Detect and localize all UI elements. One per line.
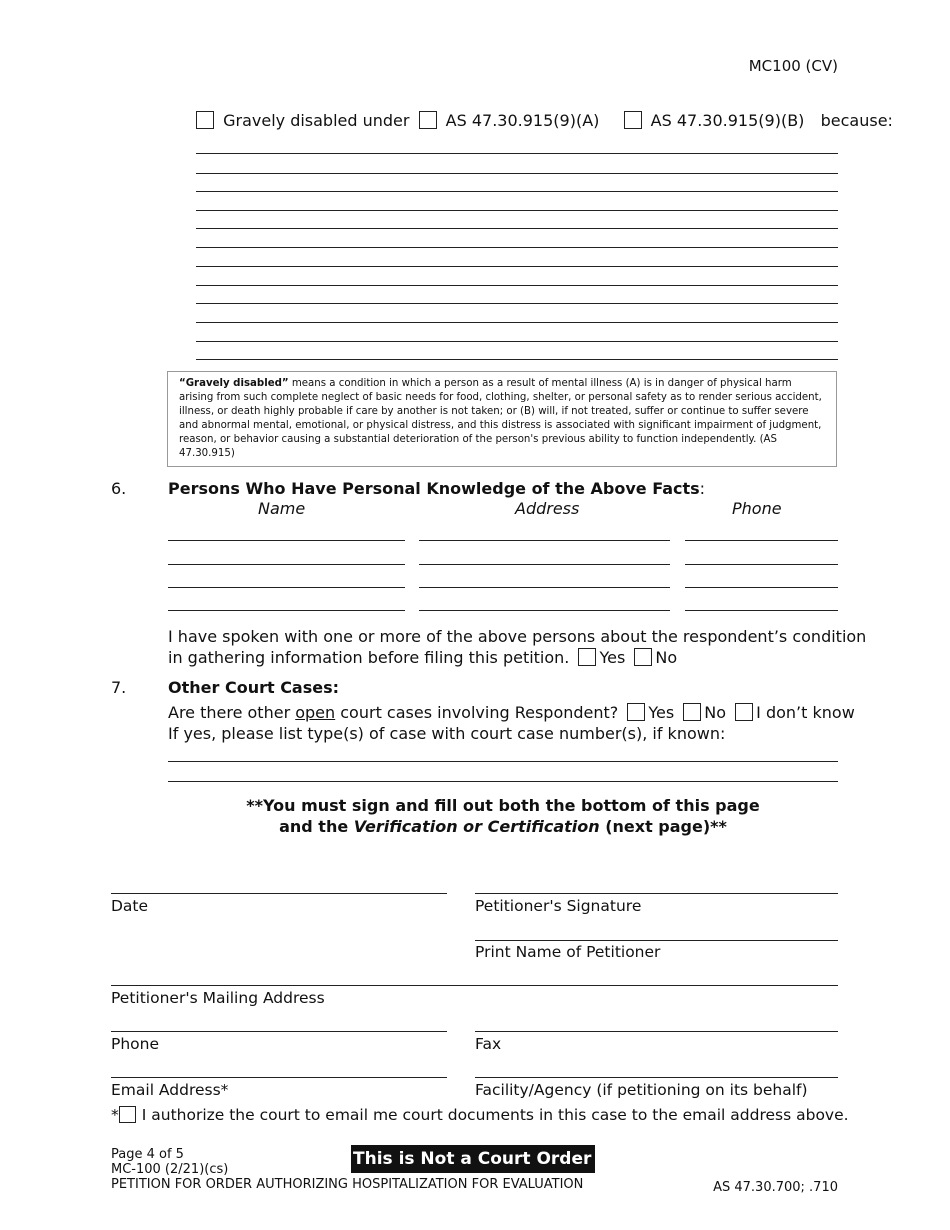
name-line[interactable] [168,540,405,541]
definition-box [167,371,837,467]
write-line[interactable] [196,173,838,174]
sign-notice [168,795,838,837]
because-label: because: [820,111,893,130]
address-line[interactable] [419,540,670,541]
email-field-line[interactable] [111,1077,447,1078]
spoken-no-label: No [655,648,678,667]
cases-write-line[interactable] [168,781,838,782]
fax-label: Fax [475,1035,502,1053]
section-6-number: 6. [111,479,127,498]
q-post: court cases involving Respondent? [335,703,619,722]
name-line[interactable] [168,610,405,611]
write-line[interactable] [196,322,838,323]
phone-line[interactable] [685,564,838,565]
mailing-address-line[interactable] [111,985,838,986]
section-7-number: 7. [111,678,127,697]
spoken-line-1: I have spoken with one or more of the above persons about the respondent’s condition [168,627,867,646]
column-name-header: Name [258,499,306,518]
other-cases-line-1 [168,702,855,723]
write-line[interactable] [196,285,838,286]
write-line[interactable] [196,153,838,154]
mailing-address-label: Petitioner's Mailing Address [111,989,325,1007]
address-line[interactable] [419,587,670,588]
form-revision: MC-100 (2/21)(cs) [111,1162,229,1177]
date-line[interactable] [111,893,447,894]
form-title: PETITION FOR ORDER AUTHORIZING HOSPITALIZATION FOR EVALUATION [111,1177,584,1192]
cases-yes-checkbox[interactable] [627,703,645,721]
authorize-email-checkbox[interactable] [119,1106,136,1123]
write-line[interactable] [196,247,838,248]
list-prompt: If yes, please list type(s) of case with court case number(s), if known: [168,724,726,743]
email-authorization [111,1106,849,1124]
facility-label: Facility/Agency (if petitioning on its behalf) [475,1081,808,1099]
sign-notice-line-2 [168,816,838,837]
cases-no-checkbox[interactable] [683,703,701,721]
cases-dont-know-checkbox[interactable] [735,703,753,721]
spoken-line-2-text: in gathering information before filing this petition. [168,648,570,667]
name-line[interactable] [168,587,405,588]
cases-dont-know-label: I don’t know [756,703,855,722]
spoken-statement [168,626,866,668]
write-line[interactable] [196,266,838,267]
phone-line[interactable] [685,610,838,611]
form-code: MC100 (CV) [748,57,838,75]
definition-term: “Gravely disabled” [179,378,289,389]
date-label: Date [111,897,149,915]
sign-notice-line-1: **You must sign and fill out both the bottom of this page [246,796,760,815]
email-label: Email Address* [111,1081,229,1099]
petitioner-signature-label: Petitioner's Signature [475,897,642,915]
column-address-header: Address [515,499,580,518]
spoken-yes-checkbox[interactable] [578,648,596,666]
authorize-text: I authorize the court to email me court documents in this case to the email address above. [141,1106,849,1124]
write-line[interactable] [196,210,838,211]
phone-line[interactable] [685,587,838,588]
authorize-star: * [111,1106,119,1124]
gravely-disabled-checkbox[interactable] [196,111,214,129]
fax-field-line[interactable] [475,1031,838,1032]
column-phone-header: Phone [732,499,782,518]
statute-reference: AS 47.30.700; .710 [713,1180,838,1195]
print-name-label: Print Name of Petitioner [475,943,661,961]
phone-field-line[interactable] [111,1031,447,1032]
facility-field-line[interactable] [475,1077,838,1078]
definition-text: means a condition in which a person as a result of mental illness (A) is in danger of physical harm arising from such complete neglect of basic needs for food, clothing, shelter, or personal safety as to render serious accident, illness, or death highly probable if care by another is not taken; or (B) will, if not treated, suffer or continue to suffer severe and abnormal mental, emotional, or physical distress, and this distress is associated with significant impairment of judgment, reason, or behavior causing a substantial deterioration of the person's previous ability to function independently. (AS 47.30.915) [179,378,822,459]
phone-line[interactable] [685,540,838,541]
address-line[interactable] [419,564,670,565]
section-6-colon: : [699,479,706,498]
signature-line[interactable] [475,893,838,894]
section-7-title: Other Court Cases: [168,678,340,697]
address-line[interactable] [419,610,670,611]
gravely-disabled-row [196,111,893,130]
page-number: Page 4 of 5 [111,1147,184,1162]
not-court-order-banner: This is Not a Court Order [351,1145,595,1173]
notice-post: (next page)** [599,817,727,836]
write-line[interactable] [196,228,838,229]
write-line[interactable] [196,359,838,360]
cases-no-label: No [704,703,727,722]
spoken-yes-label: Yes [599,648,626,667]
section-6-title-text: Persons Who Have Personal Knowledge of the Above Facts [168,479,700,498]
option-b-label: AS 47.30.915(9)(B) [650,111,805,130]
other-cases-question [168,702,855,744]
option-a-checkbox[interactable] [419,111,437,129]
cases-write-line[interactable] [168,761,838,762]
cases-yes-label: Yes [648,703,675,722]
write-line[interactable] [196,191,838,192]
q-pre: Are there other [168,703,296,722]
write-line[interactable] [196,341,838,342]
spoken-line-2 [168,647,866,668]
notice-em: Verification or Certification [353,817,600,836]
gravely-disabled-label: Gravely disabled under [223,111,410,130]
write-line[interactable] [196,303,838,304]
notice-pre: and the [279,817,354,836]
print-name-line[interactable] [475,940,838,941]
phone-label: Phone [111,1035,160,1053]
option-b-checkbox[interactable] [624,111,642,129]
option-a-label: AS 47.30.915(9)(A) [445,111,600,130]
section-6-title [168,479,705,498]
spoken-no-checkbox[interactable] [634,648,652,666]
q-open: open [295,703,336,722]
name-line[interactable] [168,564,405,565]
